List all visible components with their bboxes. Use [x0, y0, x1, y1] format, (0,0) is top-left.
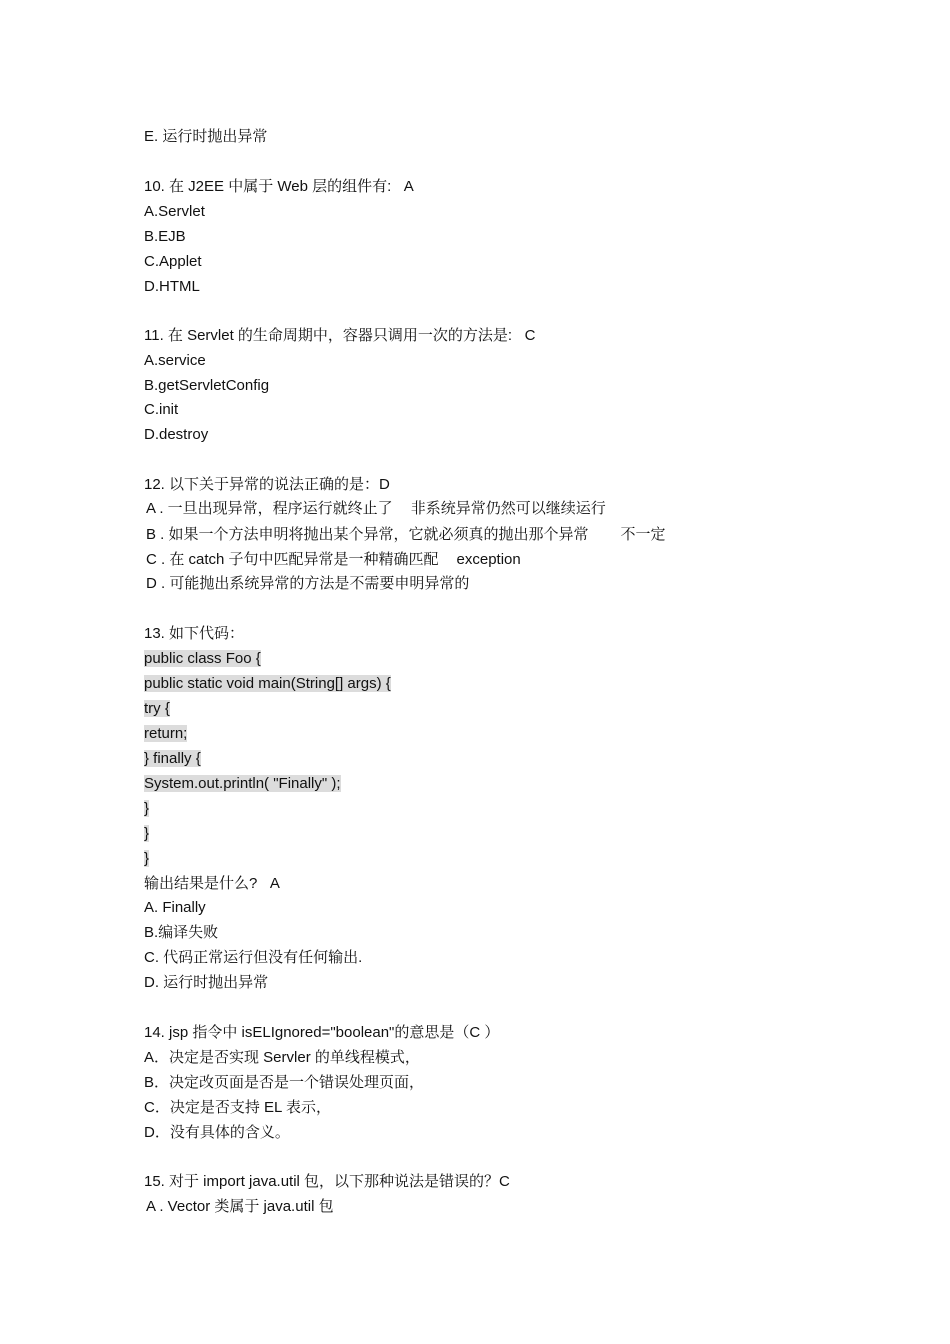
code-text: try {	[144, 700, 170, 717]
q14-option-a: A．决定是否实现 Servler 的单线程模式，	[144, 1049, 420, 1066]
code-text: }	[144, 825, 150, 842]
q15-question: 15. 对于 import java.util 包，以下那种说法是错误的？C	[144, 1173, 510, 1190]
q12-option-a-note: 非系统异常仍然可以继续运行	[410, 500, 606, 517]
q13-question: 13. 如下代码：	[144, 625, 245, 642]
q13-code-line	[144, 823, 149, 845]
q13-code-line	[144, 848, 149, 870]
q14-question: 14. jsp 指令中 isELIgnored="boolean"的意思是（C ）	[144, 1024, 500, 1041]
code-text: System.out.println( "Finally" );	[144, 775, 341, 792]
code-text: public class Foo {	[144, 650, 261, 667]
q11-option-c: C.init	[144, 401, 179, 418]
q15-option-a: A . Vector 类属于 java.util 包	[146, 1198, 334, 1215]
q13-code-line	[144, 723, 187, 745]
q10-question: 10. 在 J2EE 中属于 Web 层的组件有: A	[144, 178, 414, 195]
q9-option-e: E. 运行时抛出异常	[144, 128, 268, 145]
q12-question: 12. 以下关于异常的说法正确的是：D	[144, 476, 390, 493]
q14-option-c: C．决定是否支持 EL 表示，	[144, 1099, 331, 1116]
q12-option-a	[146, 498, 606, 520]
q12-option-c	[146, 549, 521, 571]
q13-code-line	[144, 748, 201, 770]
code-text: } finally {	[144, 750, 201, 767]
q13-option-c: C. 代码正常运行但没有任何输出.	[144, 949, 363, 966]
q13-code-line	[144, 673, 391, 695]
code-text: }	[144, 850, 150, 867]
code-text: }	[144, 800, 150, 817]
code-text: return;	[144, 725, 188, 742]
q13-option-b: B.编译失败	[144, 924, 219, 941]
q12-option-b-text: B . 如果一个方法申明将抛出某个异常，它就必须真的抛出那个异常	[146, 526, 589, 543]
q12-option-d-text: D . 可能抛出系统异常的方法是不需要申明异常的	[146, 575, 470, 592]
q10-option-b: B.EJB	[144, 228, 186, 245]
q14-option-b: B．决定改页面是否是一个错误处理页面，	[144, 1074, 425, 1091]
code-text: public static void main(String[] args) {	[144, 675, 391, 692]
q11-option-d: D.destroy	[144, 426, 209, 443]
q12-option-c-note: exception	[456, 551, 521, 568]
q12-option-d	[146, 573, 469, 595]
q13-prompt: 输出结果是什么? A	[144, 875, 280, 892]
q10-option-d: D.HTML	[144, 278, 200, 295]
q13-code-line	[144, 798, 149, 820]
q11-option-b: B.getServletConfig	[144, 377, 270, 394]
q12-option-c-text: C . 在 catch 子句中匹配异常是一种精确匹配	[146, 551, 439, 568]
q13-code-line	[144, 773, 341, 795]
q13-code-line	[144, 698, 170, 720]
q13-option-d: D. 运行时抛出异常	[144, 974, 269, 991]
q12-option-b	[146, 524, 666, 546]
q10-option-a: A.Servlet	[144, 203, 205, 220]
q13-option-a: A. Finally	[144, 899, 206, 916]
q11-question: 11. 在 Servlet 的生命周期中，容器只调用一次的方法是: C	[144, 327, 536, 344]
q12-option-b-note: 不一定	[620, 526, 666, 543]
q12-option-a-text: A . 一旦出现异常，程序运行就终止了	[146, 500, 393, 517]
q11-option-a: A.service	[144, 352, 206, 369]
q14-option-d: D．没有具体的含义。	[144, 1124, 290, 1141]
q10-option-c: C.Applet	[144, 253, 202, 270]
q13-code-line	[144, 648, 261, 670]
